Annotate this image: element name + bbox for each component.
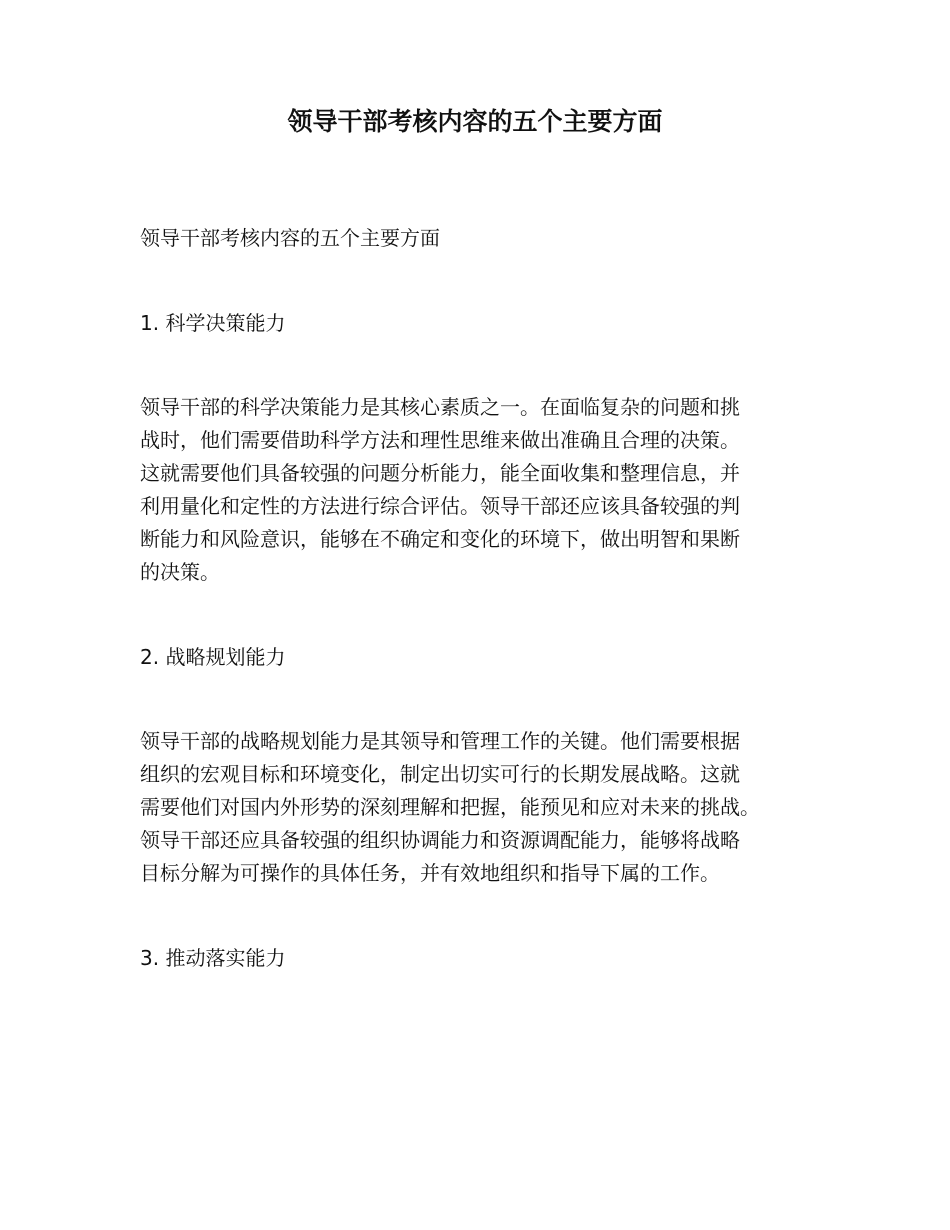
section-heading-3: 3. 推动落实能力: [140, 946, 286, 970]
paragraph-line: 领导干部的战略规划能力是其领导和管理工作的关键。他们需要根据: [140, 729, 740, 753]
document-title: 领导干部考核内容的五个主要方面: [287, 107, 663, 136]
paragraph-line: 利用量化和定性的方法进行综合评估。领导干部还应该具备较强的判: [140, 494, 740, 518]
paragraph-line: 需要他们对国内外形势的深刻理解和把握，能预见和应对未来的挑战。: [140, 795, 760, 819]
paragraph-line: 的决策。: [140, 560, 220, 584]
section-paragraph-2: [140, 725, 830, 890]
paragraph-line: 战时，他们需要借助科学方法和理性思维来做出准确且合理的决策。: [140, 428, 740, 452]
section-heading-2: 2. 战略规划能力: [140, 645, 286, 669]
paragraph-line: 目标分解为可操作的具体任务，并有效地组织和指导下属的工作。: [140, 861, 720, 885]
paragraph-line: 这就需要他们具备较强的问题分析能力，能全面收集和整理信息，并: [140, 461, 740, 485]
document-subtitle: 领导干部考核内容的五个主要方面: [140, 226, 440, 250]
paragraph-line: 断能力和风险意识，能够在不确定和变化的环境下，做出明智和果断: [140, 527, 740, 551]
section-paragraph-1: [140, 391, 830, 589]
document-body: [140, 222, 830, 974]
section-heading-1: 1. 科学决策能力: [140, 311, 286, 335]
paragraph-line: 组织的宏观目标和环境变化，制定出切实可行的长期发展战略。这就: [140, 762, 740, 786]
paragraph-line: 领导干部的科学决策能力是其核心素质之一。在面临复杂的问题和挑: [140, 395, 740, 419]
paragraph-line: 领导干部还应具备较强的组织协调能力和资源调配能力，能够将战略: [140, 828, 740, 852]
